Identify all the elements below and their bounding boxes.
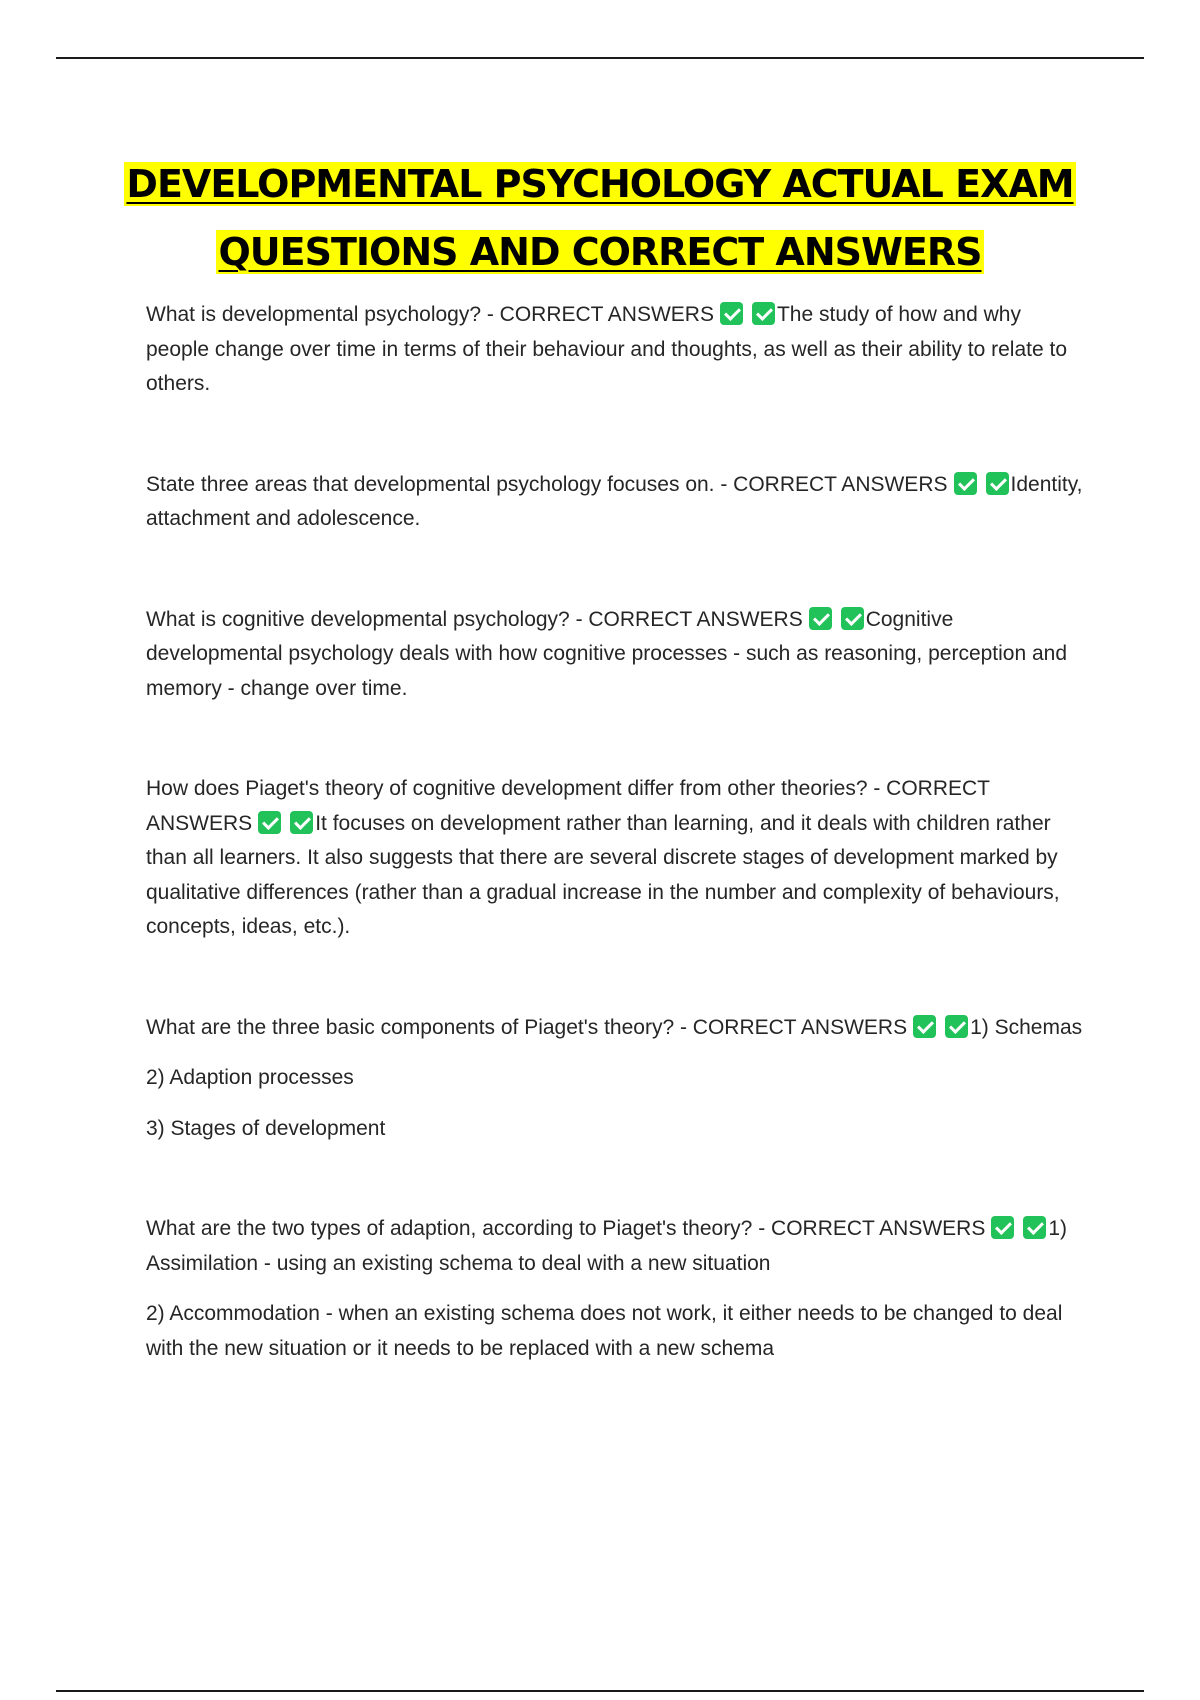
check-mark-icon [752,302,775,325]
qa-item [146,298,1086,402]
check-mark-icon [290,811,313,834]
check-mark-icon [720,302,743,325]
check-mark-icon [991,1216,1014,1239]
qa-paragraph [146,1212,1086,1281]
check-mark-icon [945,1015,968,1038]
qa-item [146,1212,1086,1366]
check-mark-icon [841,607,864,630]
question-text: How does Piaget's theory of cognitive development differ from other theories? - CORRECT ANSWERS [146,777,990,835]
answer-text: 1) Schemas [970,1015,1083,1039]
qa-paragraph [146,603,1086,707]
qa-item [146,1011,1086,1147]
answer-text: It focuses on development rather than learning, and it deals with children rather than all learners. It also suggests that there are several discrete stages of development marked by qualitative differences (rather than a gradual increase in the number and complexity of behaviours, concepts, ideas, etc.). [146,811,1060,938]
question-text: What are the three basic components of Piaget's theory? - CORRECT ANSWERS [146,1015,908,1039]
answer-continuation: 2) Accommodation - when an existing schema does not work, it either needs to be changed to deal with the new situation or it needs to be replaced with a new schema [146,1302,1063,1360]
qa-item [146,468,1086,537]
answer-text: Cognitive developmental psychology deals with how cognitive processes - such as reasoning, perception and memory - change over time. [146,607,1068,700]
check-mark-icon [954,472,977,495]
qa-item [146,603,1086,707]
answer-continuation: 2) Adaption processes [146,1066,354,1089]
qa-paragraph [146,1011,1086,1046]
check-mark-icon [913,1015,936,1038]
answer-continuation: 3) Stages of development [146,1116,386,1140]
top-rule [56,57,1144,59]
check-mark-icon [986,472,1009,495]
check-mark-icon [258,811,281,834]
answer-text: The study of how and why people change over time in terms of their behaviour and thoughts, as well as their ability to relate to others. [146,303,1068,395]
question-text: What is developmental psychology? - CORRECT ANSWERS [146,303,714,326]
document-title [60,150,1140,286]
check-mark-icon [1023,1216,1046,1239]
question-text: State three areas that developmental psychology focuses on. - CORRECT ANSWERS [146,472,948,496]
question-text: What is cognitive developmental psychology? - CORRECT ANSWERS [146,607,803,631]
qa-item [146,772,1086,945]
qa-paragraph [146,468,1086,537]
qa-paragraph [146,772,1086,945]
answer-text: Identity, attachment and adolescence. [146,472,1083,530]
bottom-rule [56,1690,1144,1692]
answer-text: 1) Assimilation - using an existing schema to deal with a new situation [146,1217,1068,1275]
title-line-2: QUESTIONS AND CORRECT ANSWERS [218,230,982,274]
title-line-1: DEVELOPMENTAL PSYCHOLOGY ACTUAL EXAM [126,162,1074,206]
qa-list [146,298,1086,1432]
qa-paragraph [146,298,1086,402]
question-text: What are the two types of adaption, according to Piaget's theory? - CORRECT ANSWERS [146,1217,986,1240]
check-mark-icon [809,607,832,630]
